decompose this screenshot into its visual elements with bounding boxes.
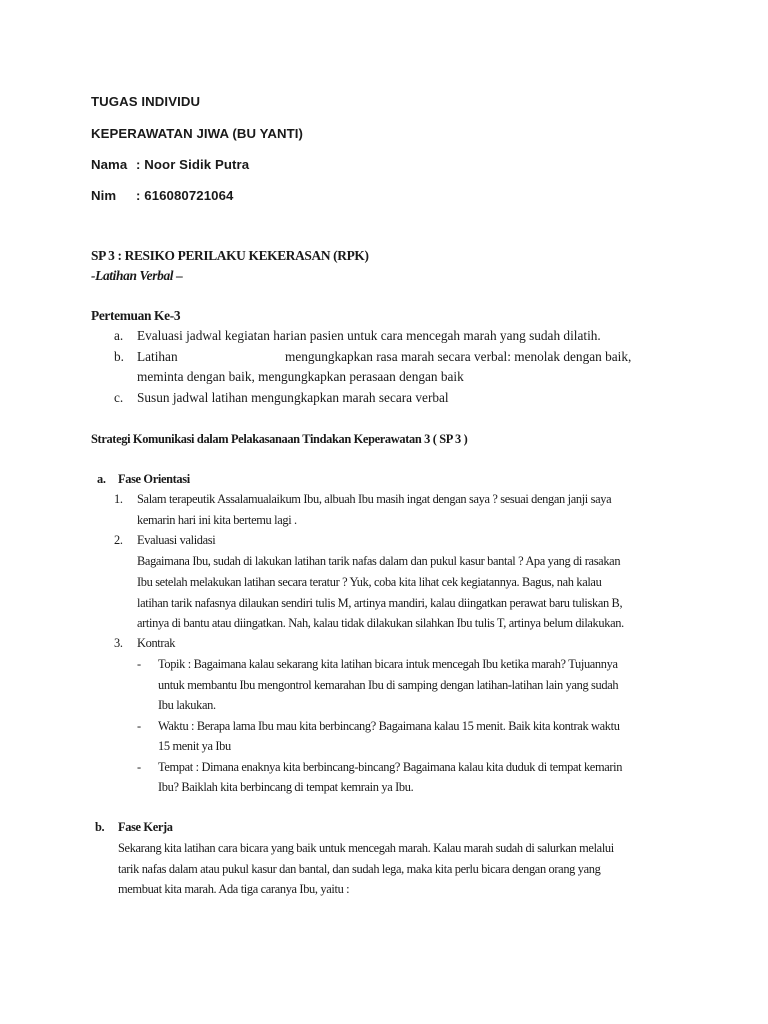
orientasi-item-line: Bagaimana Ibu, sudah di lakukan latihan tarik nafas dalam dan pukul kasur bantal ? Apa yang di rasakan: [137, 554, 621, 568]
kerja-line: tarik nafas dalam atau pukul kasur dan bantal, dan sudah lega, maka kita perlu bicara dengan orang yang: [118, 862, 601, 876]
nama-label: Nama: [91, 157, 128, 172]
orientasi-item-line: Salam terapeutik Assalamualaikum Ibu, albuah Ibu masih ingat dengan saya ? sesuai dengan janji saya: [137, 492, 612, 506]
kontrak-line: Tempat : Dimana enaknya kita berbincang-bincang? Bagaimana kalau kita duduk di tempat kemarin: [158, 760, 623, 774]
list-marker: 3.: [114, 636, 123, 650]
document-title: TUGAS INDIVIDU: [91, 94, 201, 109]
list-marker: b.: [114, 349, 124, 364]
nim-value: : 616080721064: [136, 188, 234, 203]
nama-value: : Noor Sidik Putra: [136, 157, 250, 172]
list-marker: 1.: [114, 492, 123, 506]
kerja-line: membuat kita marah. Ada tiga caranya Ibu, yaitu :: [118, 882, 350, 896]
pertemuan-heading: Pertemuan Ke-3: [91, 308, 181, 323]
kontrak-line: Waktu : Berapa lama Ibu mau kita berbincang? Bagaimana kalau 15 menit. Baik kita kontrak waktu: [158, 719, 620, 733]
list-marker: a.: [114, 328, 124, 343]
pertemuan-item-a: Evaluasi jadwal kegiatan harian pasien untuk cara mencegah marah yang sudah dilatih.: [137, 328, 601, 343]
orientasi-item-line: Ibu setelah melakukan latihan secara teratur ? Yuk, coba kita lihat cek kegiatannya. Bagus, nah kalau: [137, 575, 602, 589]
kontrak-line: Ibu lakukan.: [158, 698, 216, 712]
pertemuan-item-c: Susun jadwal latihan mengungkapkan marah secara verbal: [137, 390, 449, 405]
orientasi-item-line: latihan tarik nafasnya dilaukan sendiri tulis M, artinya mandiri, kalau diingatkan perawat baru tuliskan B,: [137, 596, 623, 610]
pertemuan-item-b-cont: meminta dengan baik, mengungkapkan perasaan dengan baik: [137, 369, 464, 384]
orientasi-item-line: Kontrak: [137, 636, 176, 650]
pertemuan-item-b: mengungkapkan rasa marah secara verbal: menolak dengan baik,: [285, 349, 632, 364]
pertemuan-item-b-word: Latihan: [137, 349, 178, 364]
nim-label: Nim: [91, 188, 117, 203]
kerja-heading: Fase Kerja: [118, 820, 173, 834]
kontrak-line: 15 menit ya Ibu: [158, 739, 231, 753]
sp-title: SP 3 : RESIKO PERILAKU KEKERASAN (RPK): [91, 248, 369, 263]
orientasi-item-line: Evaluasi validasi: [137, 533, 216, 547]
course-name: KEPERAWATAN JIWA (BU YANTI): [91, 126, 304, 141]
strategi-heading: Strategi Komunikasi dalam Pelakasanaan Tindakan Keperawatan 3 ( SP 3 ): [91, 432, 468, 446]
list-marker: 2.: [114, 533, 123, 547]
kontrak-line: untuk membantu Ibu mengontrol kemarahan Ibu di samping dengan latihan-latihan lain yang sudah: [158, 678, 619, 692]
kontrak-line: Ibu? Baiklah kita berbincang di tempat kemrain ya Ibu.: [158, 780, 414, 794]
dash-marker: -: [137, 657, 141, 671]
orientasi-item-line: kemarin hari ini kita bertemu lagi .: [137, 513, 297, 527]
sp-subtitle: -Latihan Verbal –: [91, 268, 183, 283]
dash-marker: -: [137, 760, 141, 774]
kontrak-line: Topik : Bagaimana kalau sekarang kita latihan bicara intuk mencegah Ibu ketika marah? Tujuannya: [158, 657, 618, 671]
orientasi-heading: Fase Orientasi: [118, 472, 190, 486]
dash-marker: -: [137, 719, 141, 733]
list-marker: c.: [114, 390, 124, 405]
orientasi-marker: a.: [97, 472, 106, 486]
orientasi-item-line: artinya di bantu atau diingatkan. Nah, kalau tidak dilakukan silahkan Ibu tulis T, artinya belum dilakukan.: [137, 616, 624, 630]
kerja-marker: b.: [95, 820, 105, 834]
kerja-line: Sekarang kita latihan cara bicara yang baik untuk mencegah marah. Kalau marah sudah di salurkan melalui: [118, 841, 614, 855]
